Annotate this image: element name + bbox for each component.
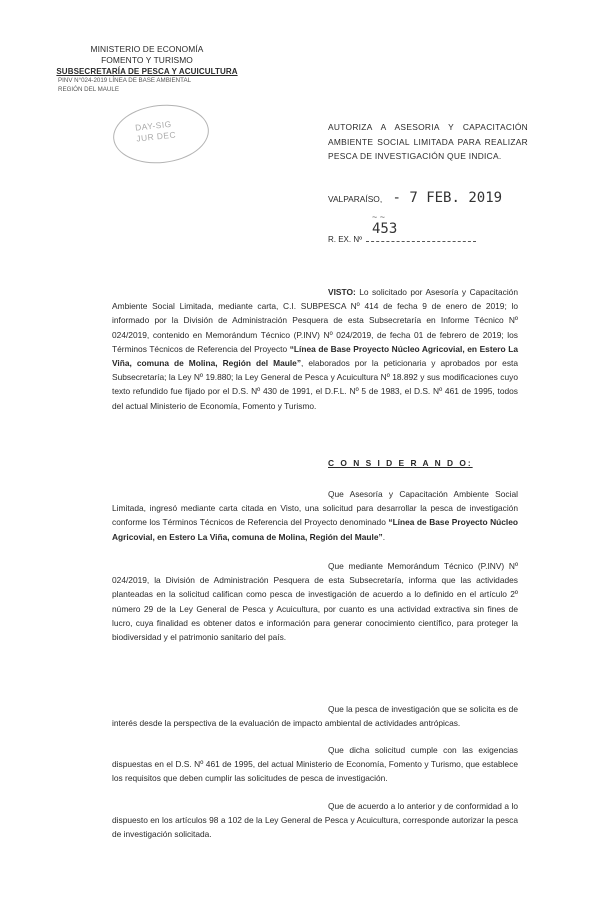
considerando-paragraph-5: [112, 799, 518, 842]
resolution-number: 453: [372, 221, 398, 237]
ministry-name: MINISTERIO DE ECONOMÍA: [90, 44, 204, 54]
resolution-subject: AUTORIZA A ASESORIA Y CAPACITACIÓN AMBIENTE SOCIAL LIMITADA PARA REALIZAR PESCA DE INVESTIGACIÓN QUE INDICA.: [328, 122, 528, 161]
considerando-paragraph-4: [112, 743, 518, 786]
considerando-1-project: “Línea de Base Proyecto Núcleo Agricovial, en Estero La Viña, comuna de Molina, Región del Maule”: [112, 517, 518, 542]
resolution-label: R. EX. Nº: [328, 235, 363, 244]
visto-paragraph: [112, 285, 518, 413]
visto-label: VISTO:: [328, 287, 356, 297]
considerando-paragraph-1: [112, 487, 518, 544]
considerando-5-text: Que de acuerdo a lo anterior y de conformidad a lo dispuesto en los artículos 98 a 102 de la Ley General de Pesca y Acuicultura, corresponde autorizar la pesca de investigación solicitada.: [112, 801, 518, 840]
received-stamp: [110, 100, 212, 168]
considerando-4-text: Que dicha solicitud cumple con las exigencias dispuestas en el D.S. Nº 461 de 1995, del actual Ministerio de Economía, Fomento y Turismo, que establece los requisitos que deben cumplir las solicitudes de pesca de investigación.: [112, 745, 518, 784]
stamp-line-2: JUR DEC: [135, 129, 177, 144]
date-row: [328, 190, 502, 206]
stamp-line-1: DAY-SIG: [134, 118, 173, 133]
subsecretariat-name: SUBSECRETARÍA DE PESCA Y ACUICULTURA: [56, 67, 238, 76]
considerando-3-text: Que la pesca de investigación que se solicita es de interés desde la perspectiva de la evaluación de impacto ambiental de actividades antrópicas.: [112, 704, 518, 729]
stamp-text: [135, 119, 177, 145]
handwritten-date: - 7 FEB. 2019: [392, 190, 503, 206]
considerando-paragraph-3: [112, 702, 518, 730]
ministry-name-2: FOMENTO Y TURISMO: [101, 55, 193, 65]
visto-text-2: , elaborados por la peticionaria y aprobados por esta Subsecretaría; la Ley Nº 19.880; la Ley General de Pesca y Acuicultura Nº 18.892 y sus modificaciones cuyo texto refundido fue fijado por el D.S. Nº 430 de 1991, el D.F.L. Nº 5 de 1983, el D.S. Nº 461 de 1995, todos del actual Ministerio de Economía, Fomento y Turismo.: [112, 358, 518, 411]
considerando-heading: C O N S I D E R A N D O:: [328, 458, 473, 468]
ministry-header: [52, 44, 242, 94]
resolution-marks: ~ ~: [372, 212, 386, 222]
considerando-1-text: Que Asesoría y Capacitación Ambiente Social Limitada, ingresó mediante carta citada en Visto, una solicitud para desarrollar la pesca de investigación conforme los Términos Técnicos de Referencia del Proyecto denominado: [112, 489, 518, 528]
visto-project-name: “Línea de Base Proyecto Núcleo Agricovial, en Estero La Viña, comuna de Molina, Región del Maule”: [112, 343, 518, 369]
considerando-1-end: .: [382, 531, 386, 542]
considerando-paragraph-2: [112, 559, 518, 644]
date-place: VALPARAÍSO,: [328, 194, 383, 204]
reference-line-1: PINV N°024-2019 LÍNEA DE BASE AMBIENTAL: [58, 77, 192, 84]
considerando-2-text: Que mediante Memorándum Técnico (P.INV) Nº 024/2019, la División de Administración Pesquera de esta Subsecretaría, informa que las actividades planteadas en la solicitud califican como pesca de investigación de acuerdo a lo definido en el artículo 2º número 29 de la Ley General de Pesca y Acuicultura, por cuanto es una actividad extractiva sin fines de lucro, cuya finalidad es obtener datos e información para generar conocimiento científico, para proteger la biodiversidad y el patrimonio sanitario del país.: [112, 561, 518, 643]
visto-text-1: Lo solicitado por Asesoría y Capacitación Ambiente Social Limitada, mediante carta, C.I. SUBPESCA Nº 414 de fecha 9 de enero de 2019; lo informado por la División de Administración Pesquera de esta Subsecretaría en Informe Técnico Nº 024/2019, contenido en Memorándum Técnico (P.INV) Nº 024/2019, de fecha 01 de febrero de 2019; los Términos Técnicos de Referencia del Proyecto: [112, 287, 518, 354]
reference-line-2: REGIÓN DEL MAULE: [58, 85, 119, 93]
resolution-number-row: [328, 212, 476, 244]
